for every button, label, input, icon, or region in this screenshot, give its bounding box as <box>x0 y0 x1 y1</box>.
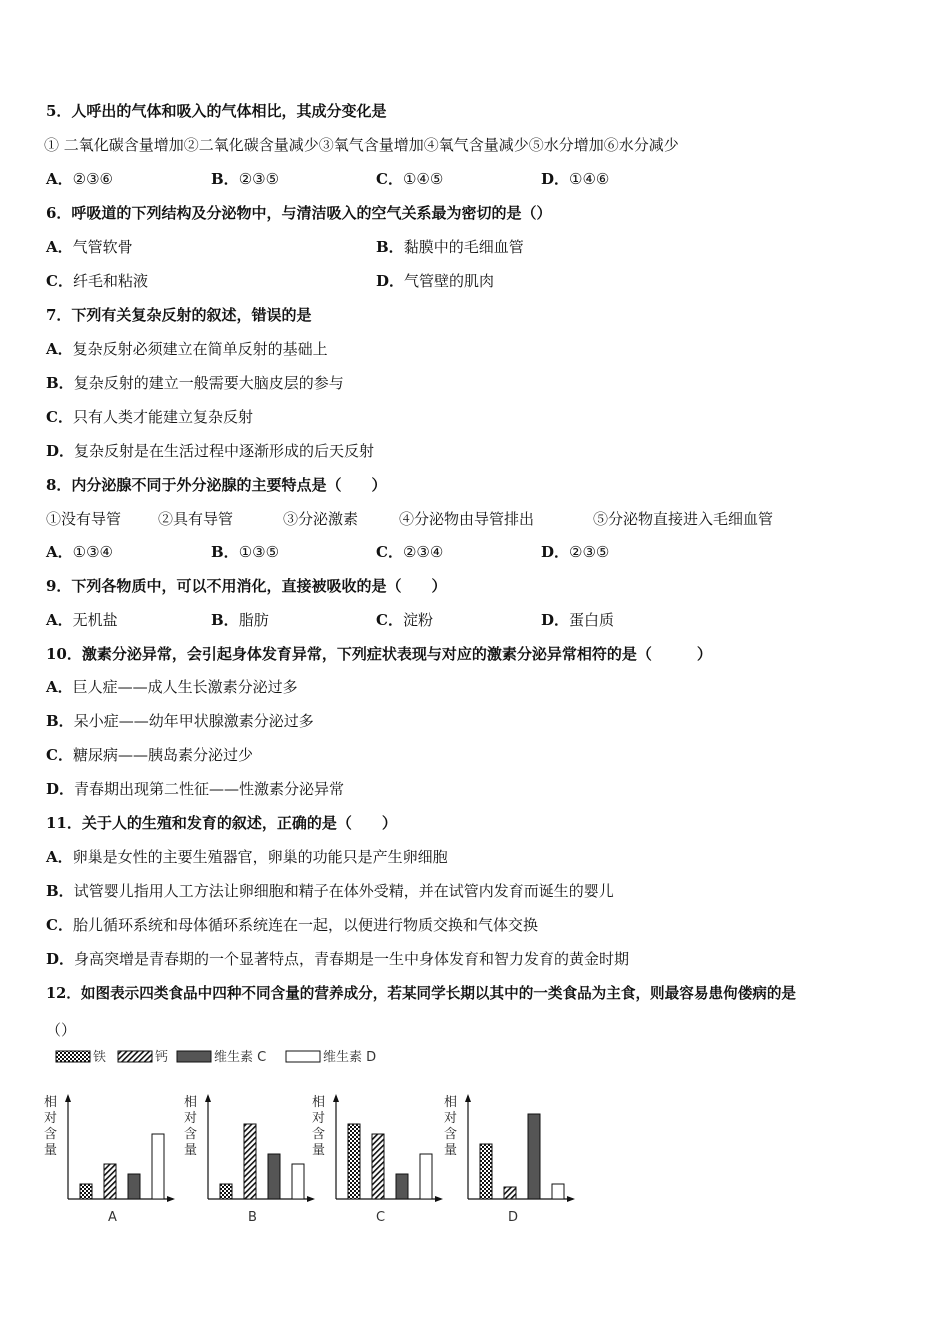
q12-stem: 12．如图表示四类食品中四种不同含量的营养成分，若某同学长期以其中的一类食品为主食，则最容易患佝偻病的是 <box>46 985 797 1002</box>
q11-option-b[interactable]: B．试管婴儿指用人工方法让卵细胞和精子在体外受精，并在试管内发育而诞生的婴儿 <box>46 882 614 900</box>
y-axis-label-char: 量 <box>444 1143 458 1158</box>
q10-option-c[interactable]: C．糖尿病——胰岛素分泌过少 <box>46 746 253 764</box>
legend-label-3: 维生素 C <box>214 1050 267 1065</box>
q8-item-5: ⑤分泌物直接进入毛细血管 <box>593 510 774 528</box>
y-axis-label-char: 相 <box>444 1095 458 1110</box>
q6-option-b[interactable]: B．黏膜中的毛细血管 <box>376 238 524 256</box>
q8-item-4: ④分泌物由导管排出 <box>399 510 535 528</box>
q5-option-b[interactable]: B．②③⑤ <box>211 170 280 188</box>
y-axis-label-char: 量 <box>44 1143 58 1158</box>
panel-label: C <box>376 1210 386 1225</box>
legend-label-1: 铁 <box>93 1050 107 1065</box>
q9-option-c[interactable]: C．淀粉 <box>376 611 433 629</box>
y-axis-label-char: 对 <box>444 1111 458 1126</box>
y-axis-label-char: 对 <box>184 1111 198 1126</box>
legend-label-4: 维生素 D <box>323 1050 377 1065</box>
q11-option-d[interactable]: D．身高突增是青春期的一个显著特点，青春期是一生中身体发育和智力发育的黄金时期 <box>46 950 630 968</box>
legend-swatch-4 <box>286 1051 320 1062</box>
bar-a-2 <box>104 1164 116 1199</box>
q7-option-d[interactable]: D．复杂反射是在生活过程中逐渐形成的后天反射 <box>46 442 375 460</box>
bar-a-1 <box>80 1184 92 1199</box>
bar-b-3 <box>268 1154 280 1199</box>
legend-swatch-1 <box>56 1051 90 1062</box>
panel-label: B <box>248 1210 257 1225</box>
bar-c-2 <box>372 1134 384 1199</box>
y-axis-label-char: 含 <box>184 1127 198 1142</box>
y-axis-label-char: 对 <box>312 1111 326 1126</box>
q8-option-a[interactable]: A．①③④ <box>46 543 113 561</box>
bar-c-3 <box>396 1174 408 1199</box>
q6-option-a[interactable]: A．气管软骨 <box>46 238 133 256</box>
y-axis-label-char: 相 <box>184 1095 198 1110</box>
panel-label: D <box>508 1210 519 1225</box>
q5-items: ① 二氧化碳含量增加②二氧化碳含量减少③氧气含量增加④氧气含量减少⑤水分增加⑥水分减少 <box>44 136 679 154</box>
q9-option-a[interactable]: A．无机盐 <box>46 611 118 629</box>
q5-option-c[interactable]: C．①④⑤ <box>376 170 444 188</box>
bar-d-3 <box>528 1114 540 1199</box>
y-axis-label-char: 相 <box>44 1095 58 1110</box>
q9-option-d[interactable]: D．蛋白质 <box>541 611 615 629</box>
y-axis-arrow <box>205 1094 211 1102</box>
q10-option-d[interactable]: D．青春期出现第二性征——性激素分泌异常 <box>46 780 345 798</box>
q10-option-a[interactable]: A．巨人症——成人生长激素分泌过多 <box>46 678 298 696</box>
q6-option-c[interactable]: C．纤毛和粘液 <box>46 272 148 290</box>
chart-panel-b <box>184 1094 315 1225</box>
q7-option-b[interactable]: B．复杂反射的建立一般需要大脑皮层的参与 <box>46 374 344 392</box>
y-axis-arrow <box>333 1094 339 1102</box>
q7-stem: 7．下列有关复杂反射的叙述，错误的是 <box>46 306 312 324</box>
chart-panel-c <box>312 1094 443 1225</box>
q8-option-b[interactable]: B．①③⑤ <box>211 543 280 561</box>
bar-d-2 <box>504 1187 516 1199</box>
q5-option-a[interactable]: A．②③⑥ <box>46 170 113 188</box>
q11-stem: 11．关于人的生殖和发育的叙述，正确的是（ ） <box>46 814 397 832</box>
q12-answer-paren: （） <box>46 1021 77 1039</box>
x-axis-arrow <box>307 1196 315 1202</box>
q5-stem: 5．人呼出的气体和吸入的气体相比，其成分变化是 <box>46 102 387 120</box>
q8-item-2: ②具有导管 <box>158 510 234 528</box>
y-axis-arrow <box>65 1094 71 1102</box>
bar-c-1 <box>348 1124 360 1199</box>
nutrient-charts <box>46 1046 606 1226</box>
q10-option-b[interactable]: B．呆小症——幼年甲状腺激素分泌过多 <box>46 712 314 730</box>
y-axis-label-char: 相 <box>312 1095 326 1110</box>
q5-option-d[interactable]: D．①④⑥ <box>541 170 610 188</box>
bar-d-4 <box>552 1184 564 1199</box>
bar-b-4 <box>292 1164 304 1199</box>
q9-stem: 9．下列各物质中，可以不用消化，直接被吸收的是（ ） <box>46 577 447 595</box>
bar-a-3 <box>128 1174 140 1199</box>
y-axis-label-char: 对 <box>44 1111 58 1126</box>
y-axis-label-char: 含 <box>44 1127 58 1142</box>
q8-stem: 8．内分泌腺不同于外分泌腺的主要特点是（ ） <box>46 476 387 494</box>
chart-legend <box>56 1049 376 1065</box>
q8-item-1: ①没有导管 <box>46 510 122 528</box>
q6-stem: 6．呼吸道的下列结构及分泌物中，与清洁吸入的空气关系最为密切的是（） <box>46 204 552 222</box>
y-axis-arrow <box>465 1094 471 1102</box>
bar-c-4 <box>420 1154 432 1199</box>
bar-d-1 <box>480 1144 492 1199</box>
q8-item-3: ③分泌激素 <box>283 510 359 528</box>
bar-b-2 <box>244 1124 256 1199</box>
legend-swatch-3 <box>177 1051 211 1062</box>
bar-b-1 <box>220 1184 232 1199</box>
y-axis-label-char: 含 <box>312 1127 326 1142</box>
q7-option-a[interactable]: A．复杂反射必须建立在简单反射的基础上 <box>46 340 328 358</box>
bar-a-4 <box>152 1134 164 1199</box>
q8-option-c[interactable]: C．②③④ <box>376 543 444 561</box>
y-axis-label-char: 量 <box>312 1143 326 1158</box>
x-axis-arrow <box>167 1196 175 1202</box>
q10-stem: 10．激素分泌异常，会引起身体发育异常，下列症状表现与对应的激素分泌异常相符的是（ ） <box>46 645 712 663</box>
q11-option-c[interactable]: C．胎儿循环系统和母体循环系统连在一起，以便进行物质交换和气体交换 <box>46 916 538 934</box>
q9-option-b[interactable]: B．脂肪 <box>211 611 269 629</box>
q7-option-c[interactable]: C．只有人类才能建立复杂反射 <box>46 408 253 426</box>
q6-option-d[interactable]: D．气管壁的肌肉 <box>376 272 495 290</box>
chart-panel-a <box>44 1094 175 1225</box>
q11-option-a[interactable]: A．卵巢是女性的主要生殖器官，卵巢的功能只是产生卵细胞 <box>46 848 448 866</box>
y-axis-label-char: 量 <box>184 1143 198 1158</box>
legend-swatch-2 <box>118 1051 152 1062</box>
y-axis-label-char: 含 <box>444 1127 458 1142</box>
x-axis-arrow <box>567 1196 575 1202</box>
x-axis-arrow <box>435 1196 443 1202</box>
legend-label-2: 钙 <box>155 1050 169 1065</box>
panel-label: A <box>108 1210 117 1225</box>
q8-option-d[interactable]: D．②③⑤ <box>541 543 610 561</box>
chart-panel-d <box>444 1094 575 1225</box>
